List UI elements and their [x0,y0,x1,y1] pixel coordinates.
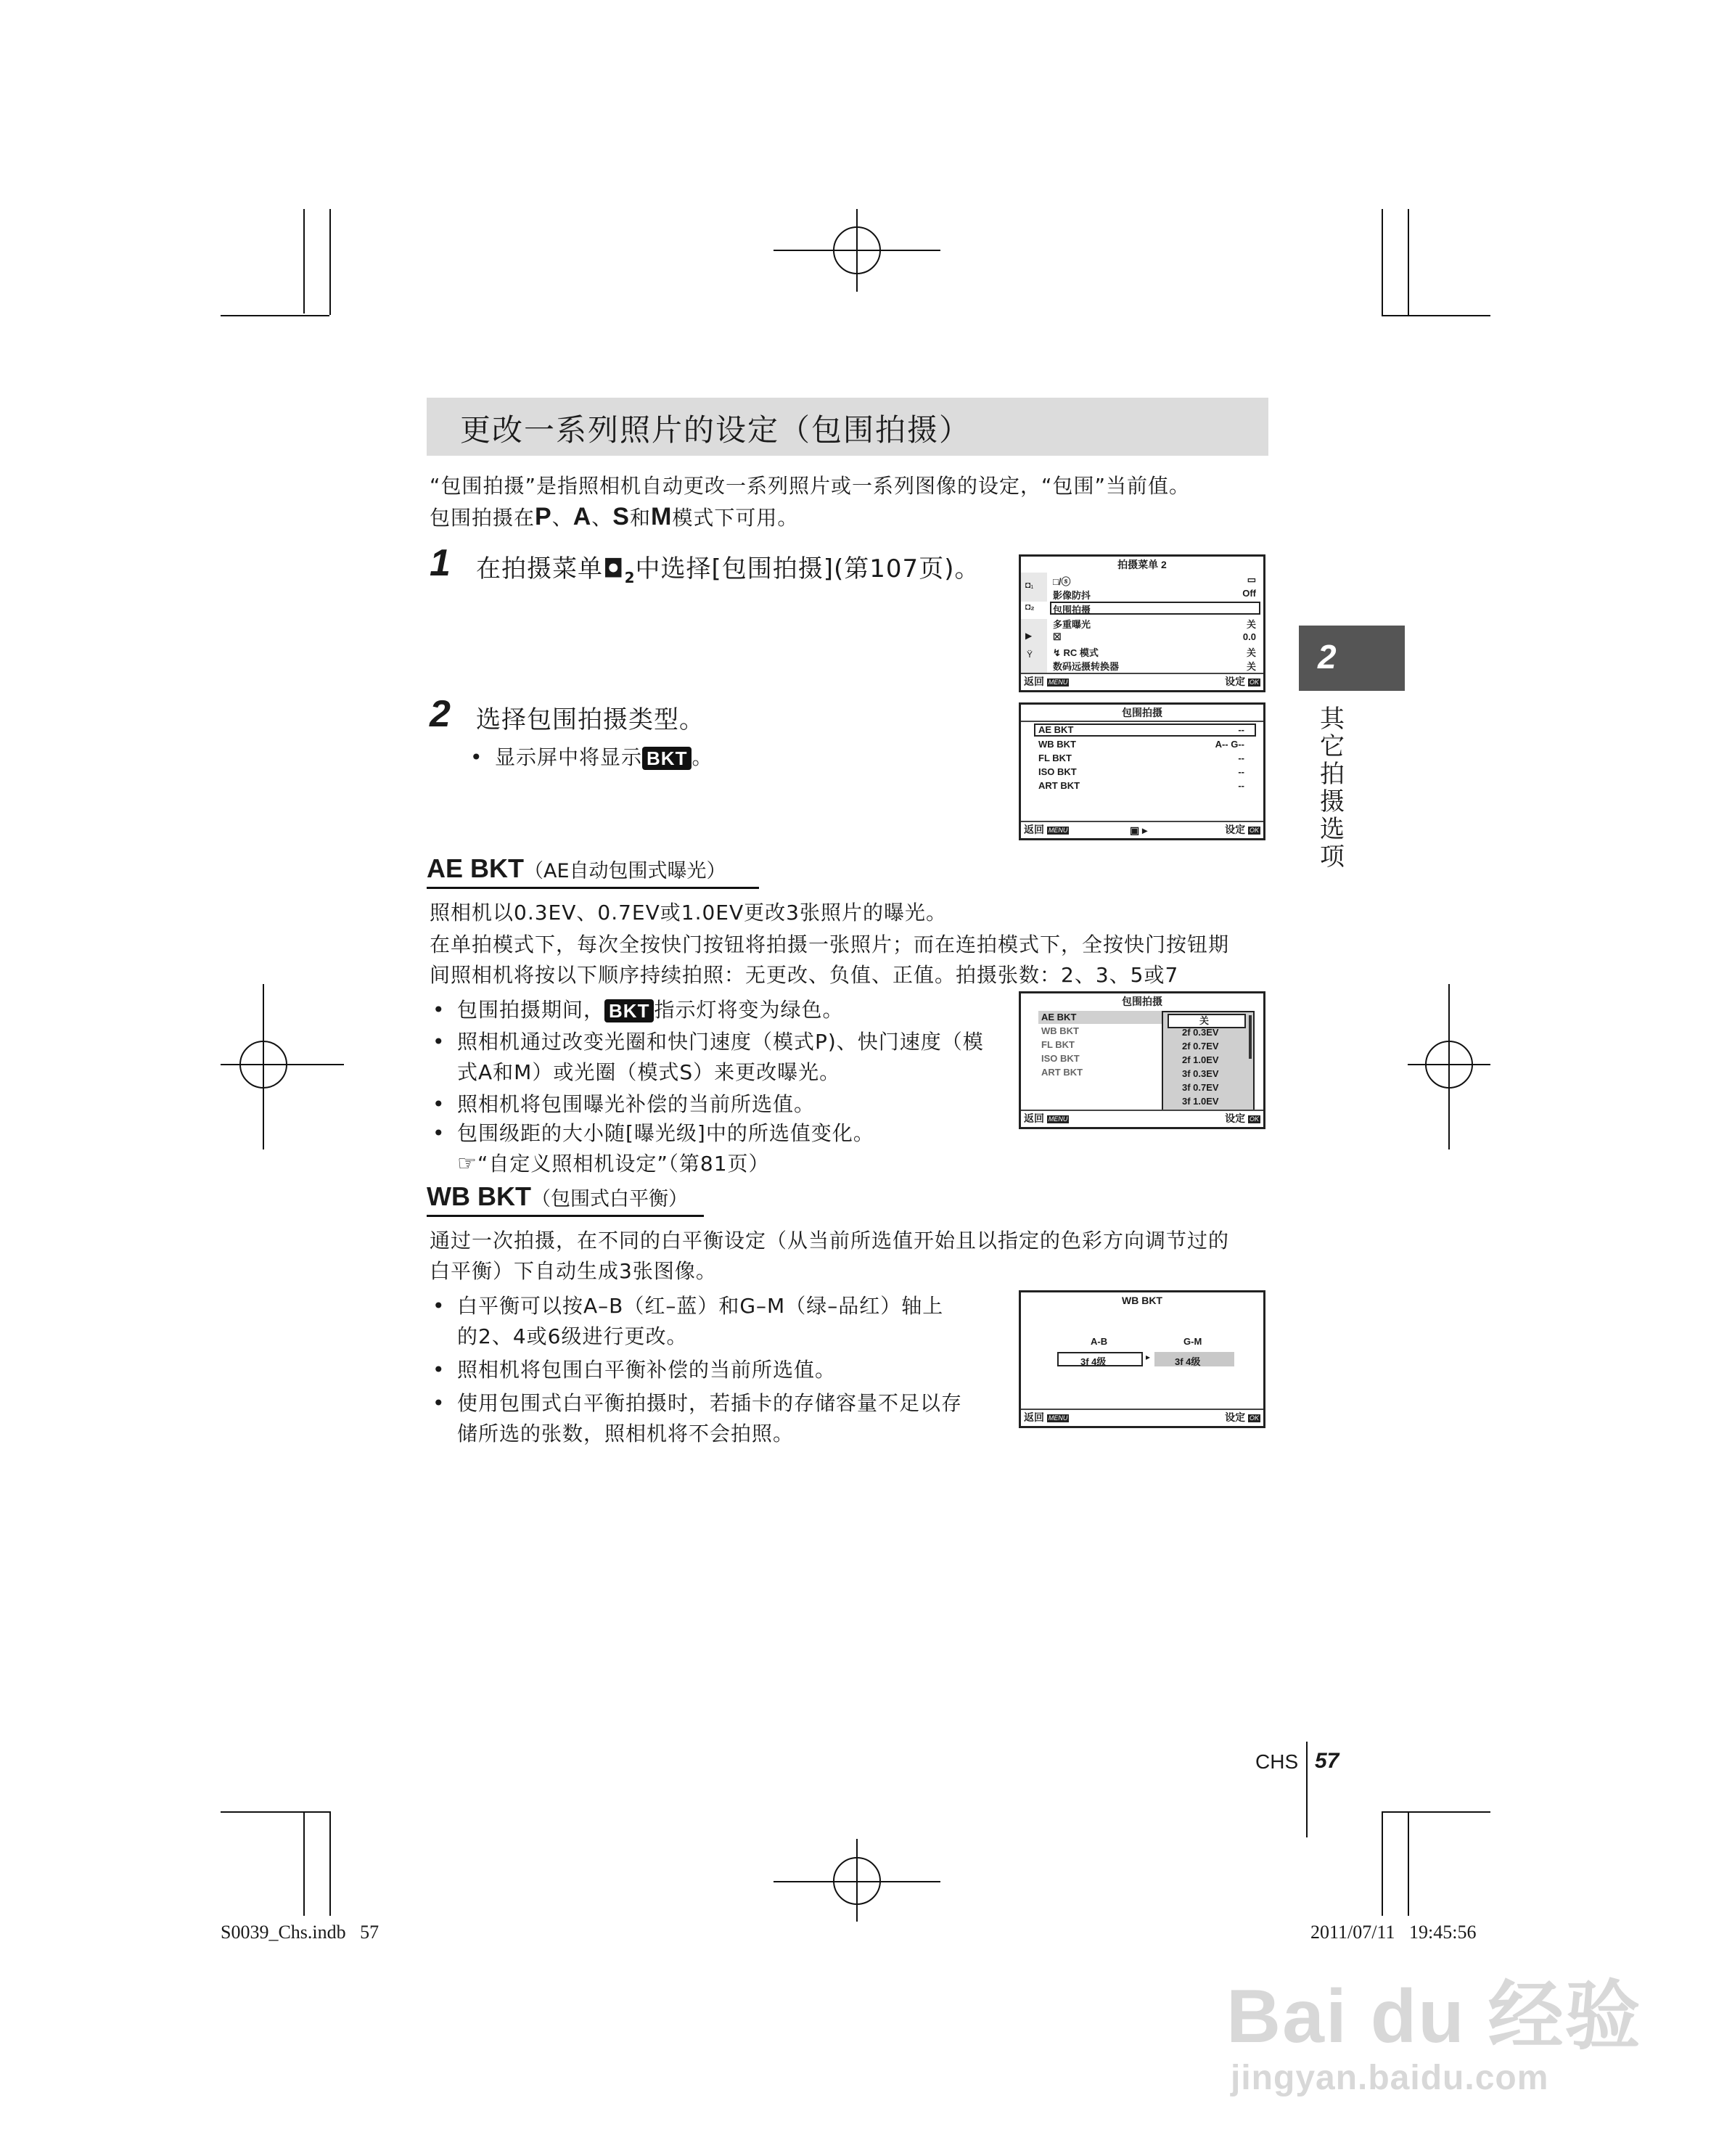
menu-row-value: 关 [1246,661,1256,672]
footer-set: 设定 OK [1225,676,1259,687]
wb-bullet-3-cont: 储所选的张数，照相机将不会拍照。 [457,1422,795,1446]
ae-paragraph-1: 照相机以0.3EV、0.7EV或1.0EV更改3张照片的曝光。 [430,901,947,925]
ae-bkt-heading [427,853,726,884]
list-item: WB BKT [1041,1025,1079,1036]
menu-row-value: 关 [1246,647,1256,658]
camera-screen-ae-bkt [1019,991,1265,1129]
camera-screen-bracketing [1019,702,1265,840]
reference-hand-icon: ☞ [457,1151,477,1176]
camera-1-icon: ◘₁ [1025,580,1034,590]
menu-row-label: ☒ [1053,631,1062,642]
list-item-value: -- [1238,766,1244,777]
screen-title: WB BKT [1122,1295,1162,1306]
arrow-right-icon: ▸ [1146,1352,1151,1362]
step-1-text-pre: 在拍摄菜单 [476,554,603,583]
list-item-label: WB BKT [1038,739,1076,750]
heading-main: AE BKT [427,853,524,883]
step-2-number: 2 [430,693,451,735]
option-item: 2f 0.7EV [1182,1041,1219,1052]
wb-paragraph-1b: 白平衡）下自动生成3张图像。 [430,1259,717,1283]
list-item-label: FL BKT [1038,753,1072,763]
footer-mid: ▣ ▸ [1130,824,1148,836]
file-name: S0039_Chs.indb 57 [221,1922,379,1943]
list-item-label: ART BKT [1038,780,1080,791]
menu-tab-column [1021,573,1047,677]
intro-line-1: “包围拍摄”是指照相机自动更改一系列照片或一系列图像的设定，“包围”当前值。 [430,474,1191,498]
sep: 、 [591,506,613,530]
intro-text: 包围拍摄在 [430,506,536,530]
screen-footer [1021,1110,1263,1127]
intro-line-2 [430,501,798,534]
footer-set: 设定 OK [1225,824,1259,835]
list-item: ISO BKT [1041,1053,1080,1064]
step-2-bullet [495,742,713,774]
wb-bkt-heading [427,1181,688,1212]
heading-sub: （AE自动包围式曝光） [524,860,726,882]
screen-footer [1021,1409,1263,1426]
wb-bullet-1-cont: 的2、4或6级进行更改。 [457,1324,688,1348]
step-1-text-post: 中选择[包围拍摄](第107页)。 [635,554,980,583]
heading-sub: （包围式白平衡） [530,1188,688,1210]
ae-paragraph-2a: 在单拍模式下，每次全按快门按钮将拍摄一张照片；而在连拍模式下，全按快门按钮期 [430,933,1230,956]
footer-back: 返回 MENU [1024,1411,1068,1423]
menu-row-label: 多重曝光 [1053,619,1091,630]
and-text: 和 [629,506,651,530]
mode-p: P [535,503,552,530]
bkt-indicator-icon: BKT [604,999,654,1022]
intro-text-end: 模式下可用。 [672,506,799,530]
option-item: 2f 1.0EV [1182,1054,1219,1065]
camera-screen-wb-bkt [1019,1290,1265,1428]
option-item: 3f 0.7EV [1182,1082,1219,1093]
chapter-title: 其它拍摄选项 [1320,705,1345,872]
language-code: CHS [1255,1750,1299,1773]
menu-row-label: ↯ RC 模式 [1053,647,1099,658]
page-number: 57 [1315,1749,1339,1773]
heading-underline [427,1215,704,1217]
list-item-label: ISO BKT [1038,766,1077,777]
option-item: 2f 0.3EV [1182,1027,1219,1038]
screen-footer [1021,673,1263,690]
screen-footer [1021,821,1263,838]
ae-reference [457,1148,770,1180]
chapter-tab [1299,626,1405,691]
axis-label-gm: G-M [1183,1336,1202,1347]
option-item: 3f 0.3EV [1182,1068,1219,1079]
reference-link[interactable]: “自定义照相机设定”（第81页） [477,1152,770,1176]
menu-row-value: 0.0 [1242,631,1256,642]
list-item: ART BKT [1041,1067,1083,1078]
sep: 、 [551,506,573,530]
list-item-value: -- [1238,724,1244,735]
menu-row-label: 包围拍摄 [1053,604,1091,615]
list-item-value: A-- G-- [1215,739,1244,750]
mode-m: M [651,503,673,530]
menu-row-value: 关 [1246,619,1256,630]
heading-main: WB BKT [427,1181,531,1211]
wb-paragraph-1a: 通过一次拍摄，在不同的白平衡设定（从当前所选值开始且以指定的色彩方向调节过的 [430,1229,1230,1253]
menu-row-label: □/ⓢ [1053,576,1071,587]
option-item: 3f 1.0EV [1182,1096,1219,1107]
ae-bullet-3: • 照相机将包围曝光补偿的当前所选值。 [457,1089,815,1120]
ae-bullet-2-cont: 式A和M）或光圈（模式S）来更改曝光。 [457,1060,841,1084]
heading-underline [427,887,759,889]
footer-set: 设定 OK [1225,1411,1259,1423]
bullet-text: 包围拍摄期间， [457,998,605,1022]
mode-s: S [612,503,630,530]
wb-bullet-2: • 照相机将包围白平衡补偿的当前所选值。 [457,1354,836,1386]
ae-bullet-4: • 包围级距的大小随[曝光级]中的所选值变化。 [457,1118,874,1149]
bullet-text: 显示屏中将显示 [495,745,643,769]
bullet-end: 。 [692,745,713,769]
bkt-indicator-icon: BKT [642,747,692,770]
watermark-logo: Bai du 经验 [1226,1975,1642,2059]
screen-title: 拍摄菜单 2 [1117,559,1167,570]
footer-back: 返回 MENU [1024,824,1068,835]
wrench-icon: Ÿ [1027,649,1033,660]
playback-icon: ▶ [1025,631,1033,641]
menu-row-label: 影像防抖 [1053,590,1091,601]
chapter-number: 2 [1318,638,1337,676]
shooting-menu-2-icon: $◘_2$ [603,554,636,586]
step-1-number: 1 [430,542,451,584]
ae-bullet-2: • 照相机通过改变光圈和快门速度（模式P)、快门速度（模 [457,1026,984,1058]
footer-back: 返回 MENU [1024,1112,1068,1124]
axis-label-ab: A-B [1091,1336,1108,1347]
list-item-label: AE BKT [1038,724,1074,735]
list-item-value: -- [1238,780,1244,791]
watermark-url: jingyan.baidu.com [1231,2059,1549,2097]
ae-bullet-1 [457,994,843,1026]
list-item-value: -- [1238,753,1244,763]
camera-2-icon: ◘₂ [1021,602,1047,619]
screen-title: 包围拍摄 [1122,996,1162,1007]
scrollbar [1249,1015,1252,1059]
list-item: FL BKT [1041,1039,1075,1050]
screen-title: 包围拍摄 [1021,705,1263,722]
step-2-text: 选择包围拍摄类型。 [476,705,705,734]
bullet-text-end: 指示灯将变为绿色。 [654,998,844,1022]
wb-bullet-3: • 使用包围式白平衡拍摄时，若插卡的存储容量不足以存 [457,1388,962,1419]
menu-row-value: Off [1242,588,1256,599]
footer-back: 返回 MENU [1024,676,1068,687]
section-title: 更改一系列照片的设定（包围拍摄） [460,412,972,448]
option-item: 关 [1199,1015,1210,1026]
ab-value: 3f 4级 [1080,1356,1107,1367]
menu-row-value: ▭ [1247,574,1256,585]
mode-a: A [573,503,592,530]
menu-row-label: 数码远摄转换器 [1053,661,1120,672]
list-item: AE BKT [1041,1012,1077,1022]
gm-value: 3f 4级 [1175,1356,1201,1367]
ae-paragraph-2b: 间照相机将按以下顺序持续拍照：无更改、负值、正值。拍摄张数：2、3、5或7 [430,963,1179,987]
footer-set: 设定 OK [1225,1112,1259,1124]
wb-bullet-1: • 白平衡可以按A–B（红–蓝）和G–M（绿–品红）轴上 [457,1290,943,1322]
timestamp: 2011/07/11 19:45:56 [1310,1922,1477,1943]
camera-screen-shooting-menu [1019,554,1265,692]
step-1-text [476,549,980,586]
